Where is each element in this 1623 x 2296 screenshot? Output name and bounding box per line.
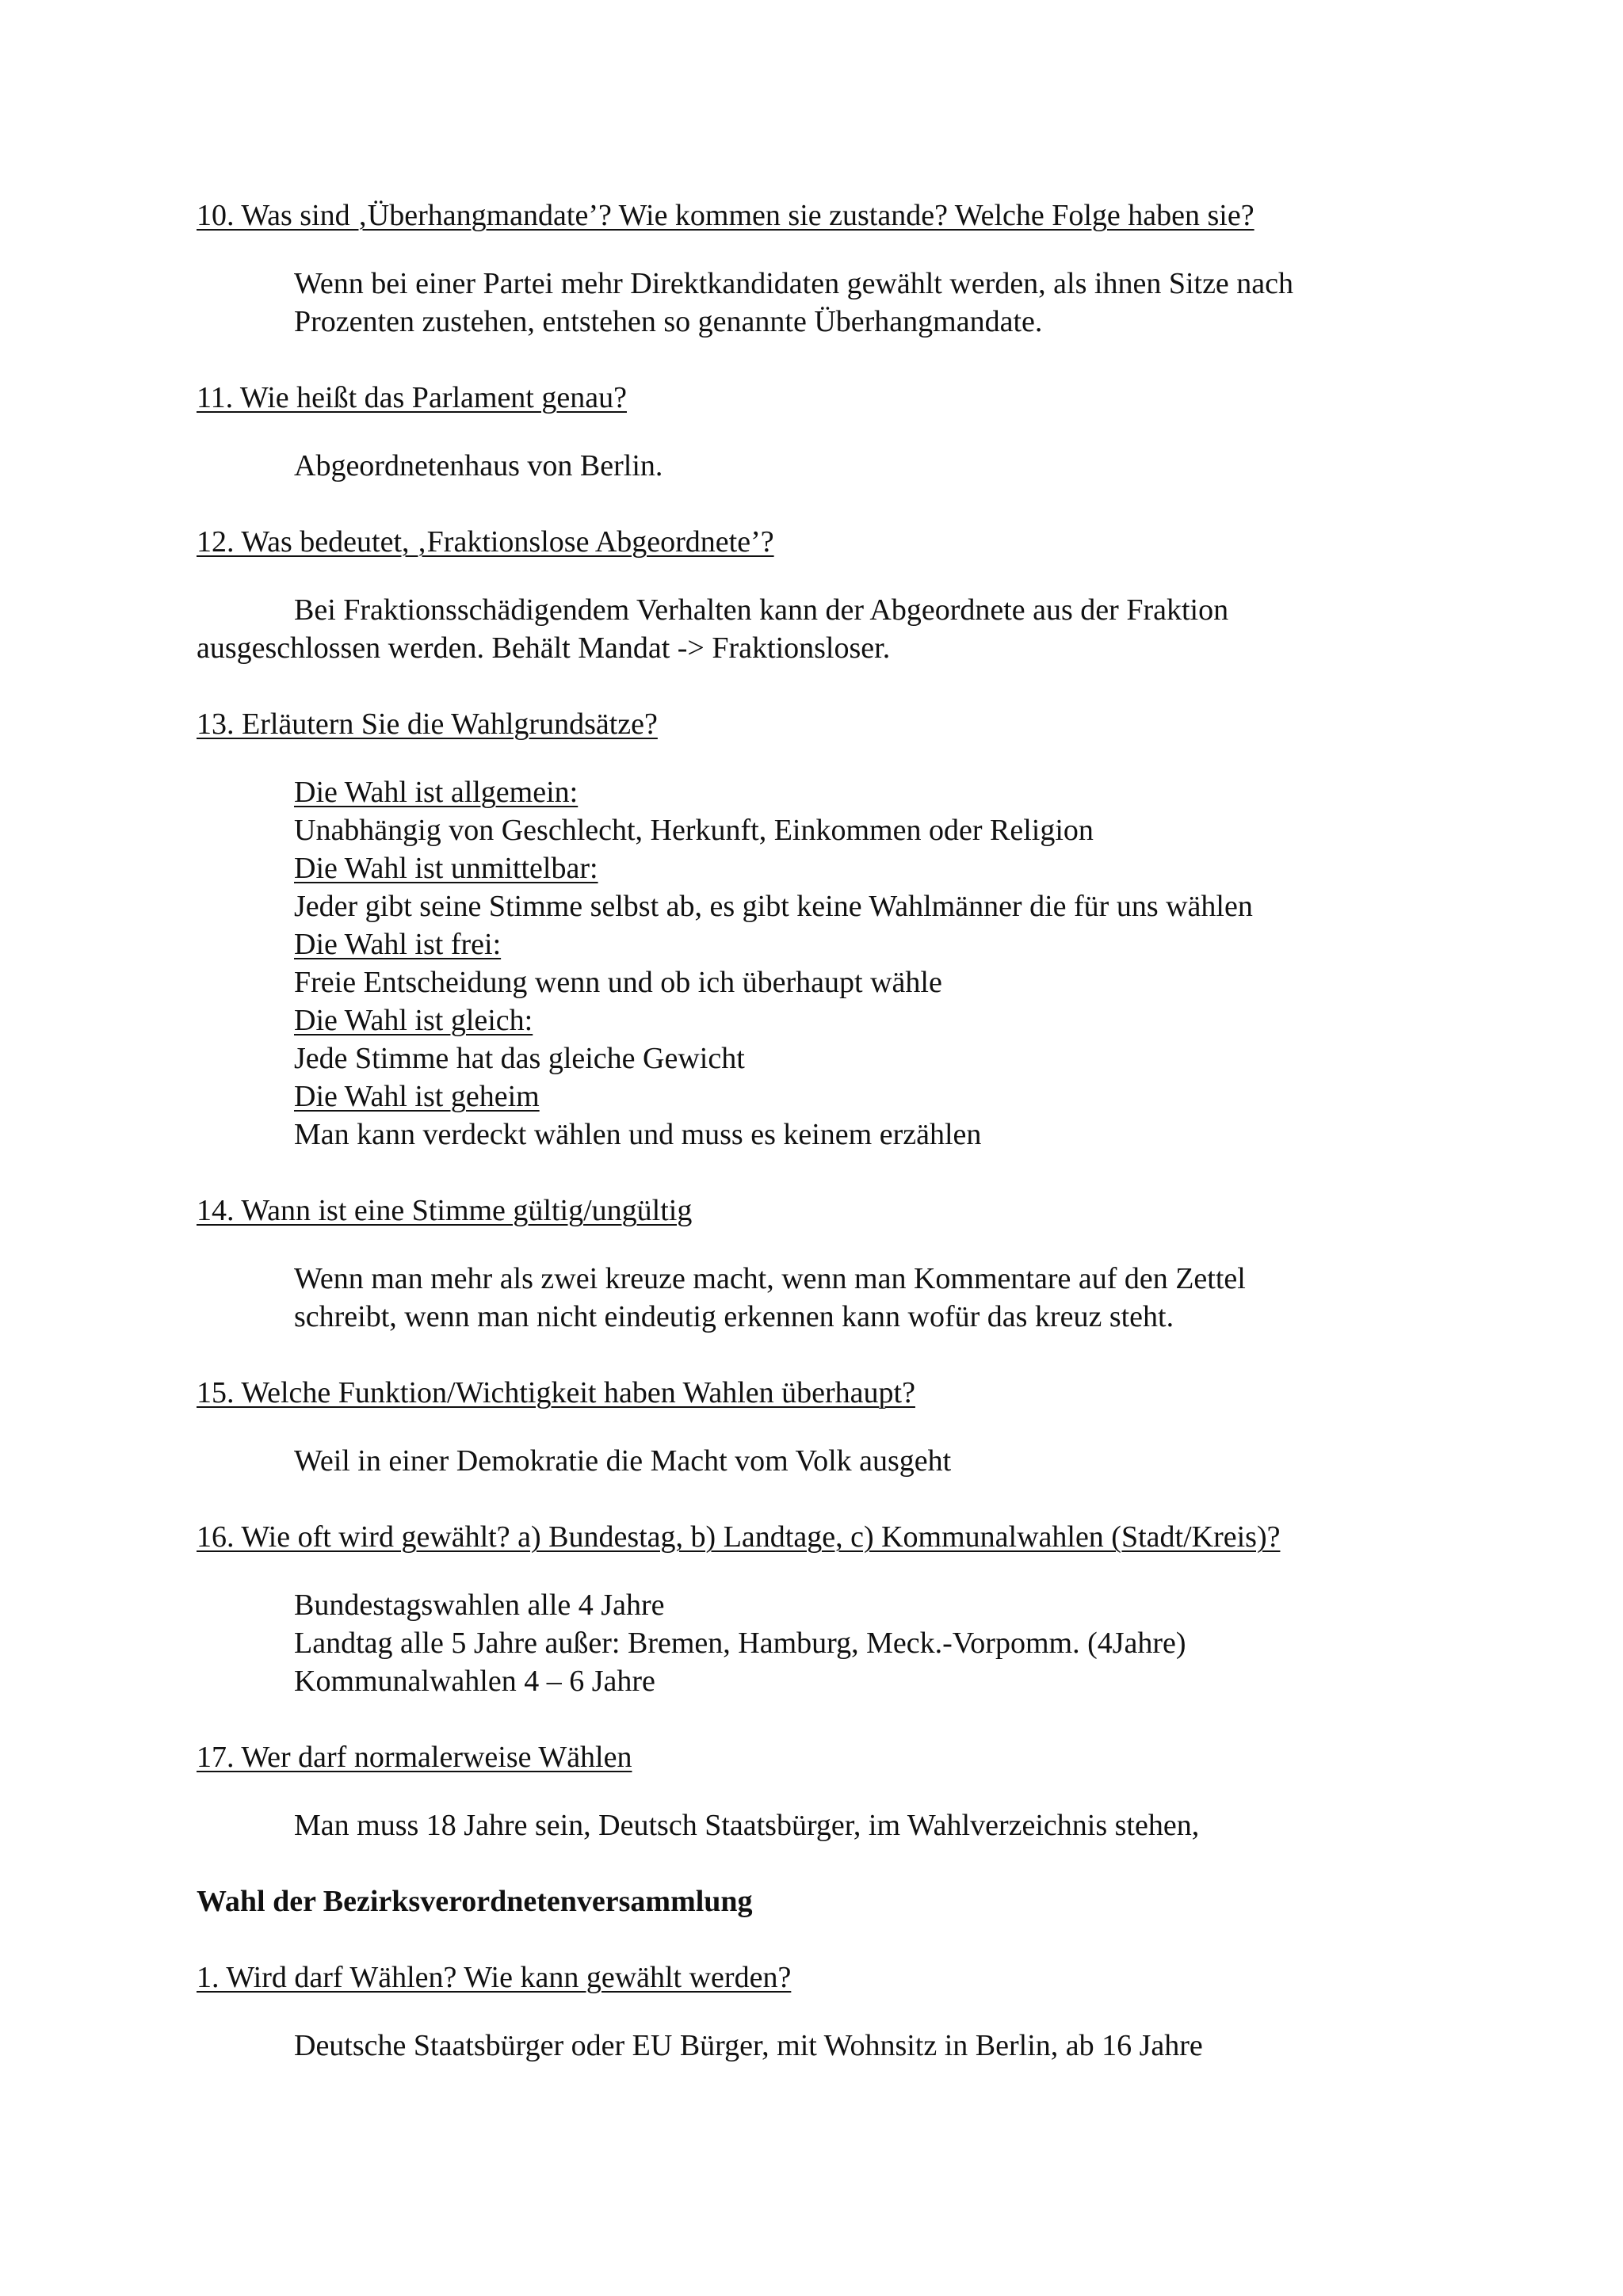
answer-15 xyxy=(197,1442,1433,1480)
answer-13 xyxy=(197,773,1433,1154)
answer-line: Wenn man mehr als zwei kreuze macht, wenn man Kommentare auf den Zettel xyxy=(294,1262,1246,1295)
principle-label: Die Wahl ist frei: xyxy=(294,928,502,961)
question-block-15 xyxy=(197,1374,1433,1480)
question-block-10 xyxy=(197,196,1433,341)
document-body xyxy=(197,196,1433,2103)
section-block xyxy=(197,1882,1433,1920)
answer-line: Bei Fraktionsschädigendem Verhalten kann der Abgeordnete aus der Fraktion xyxy=(294,593,1229,627)
answer-17 xyxy=(197,1806,1433,1844)
question-12: 12. Was bedeutet, ‚Fraktionslose Abgeordnete’? xyxy=(197,525,774,559)
answer-line: Deutsche Staatsbürger oder EU Bürger, mit Wohnsitz in Berlin, ab 16 Jahre xyxy=(294,2029,1203,2062)
answer-line: Landtag alle 5 Jahre außer: Bremen, Hamburg, Meck.-Vorpomm. (4Jahre) xyxy=(294,1627,1186,1660)
question-block-s1 xyxy=(197,1958,1433,2065)
principle-label: Die Wahl ist geheim xyxy=(294,1080,540,1113)
question-13: 13. Erläutern Sie die Wahlgrundsätze? xyxy=(197,707,658,741)
question-14: 14. Wann ist eine Stimme gültig/ungültig xyxy=(197,1194,693,1227)
answer-line: Abgeordnetenhaus von Berlin. xyxy=(294,449,663,482)
answer-11 xyxy=(197,447,1433,485)
answer-line: Kommunalwahlen 4 – 6 Jahre xyxy=(294,1665,655,1698)
question-11: 11. Wie heißt das Parlament genau? xyxy=(197,381,627,414)
question-block-11 xyxy=(197,379,1433,485)
question-17: 17. Wer darf normalerweise Wählen xyxy=(197,1741,632,1774)
answer-line: schreibt, wenn man nicht eindeutig erkennen kann wofür das kreuz steht. xyxy=(294,1300,1174,1333)
principle-text: Unabhängig von Geschlecht, Herkunft, Einkommen oder Religion xyxy=(294,814,1094,847)
answer-12 xyxy=(197,591,1433,667)
question-block-14 xyxy=(197,1192,1433,1336)
question-block-13 xyxy=(197,705,1433,1154)
principle-label: Die Wahl ist allgemein: xyxy=(294,776,579,809)
answer-line: Prozenten zustehen, entstehen so genannte Überhangmandate. xyxy=(294,305,1043,338)
question-10: 10. Was sind ‚Überhangmandate’? Wie kommen sie zustande? Welche Folge haben sie? xyxy=(197,199,1254,232)
principle-text: Jede Stimme hat das gleiche Gewicht xyxy=(294,1042,745,1075)
principle-text: Man kann verdeckt wählen und muss es keinem erzählen xyxy=(294,1118,982,1151)
answer-10 xyxy=(197,265,1433,341)
answer-line: Wenn bei einer Partei mehr Direktkandidaten gewählt werden, als ihnen Sitze nach xyxy=(294,267,1294,300)
question-block-17 xyxy=(197,1738,1433,1844)
question-16: 16. Wie oft wird gewählt? a) Bundestag, b) Landtage, c) Kommunalwahlen (Stadt/Kreis)? xyxy=(197,1520,1281,1554)
answer-16 xyxy=(197,1586,1433,1700)
question-block-12 xyxy=(197,523,1433,667)
question-block-16 xyxy=(197,1518,1433,1700)
question-s1: 1. Wird darf Wählen? Wie kann gewählt werden? xyxy=(197,1961,792,1994)
answer-line: Weil in einer Demokratie die Macht vom Volk ausgeht xyxy=(294,1444,952,1478)
principle-text: Jeder gibt seine Stimme selbst ab, es gibt keine Wahlmänner die für uns wählen xyxy=(294,890,1253,923)
principle-label: Die Wahl ist unmittelbar: xyxy=(294,852,598,885)
answer-14 xyxy=(197,1260,1433,1336)
answer-line: ausgeschlossen werden. Behält Mandat -> Fraktionsloser. xyxy=(197,631,891,665)
answer-line: Bundestagswahlen alle 4 Jahre xyxy=(294,1589,665,1622)
answer-line: Man muss 18 Jahre sein, Deutsch Staatsbürger, im Wahlverzeichnis stehen, xyxy=(294,1809,1200,1842)
section-heading: Wahl der Bezirksverordnetenversammlung xyxy=(197,1885,753,1918)
question-15: 15. Welche Funktion/Wichtigkeit haben Wahlen überhaupt? xyxy=(197,1376,915,1409)
principle-text: Freie Entscheidung wenn und ob ich überhaupt wähle xyxy=(294,966,942,999)
principle-label: Die Wahl ist gleich: xyxy=(294,1004,533,1037)
answer-s1 xyxy=(197,2027,1433,2065)
